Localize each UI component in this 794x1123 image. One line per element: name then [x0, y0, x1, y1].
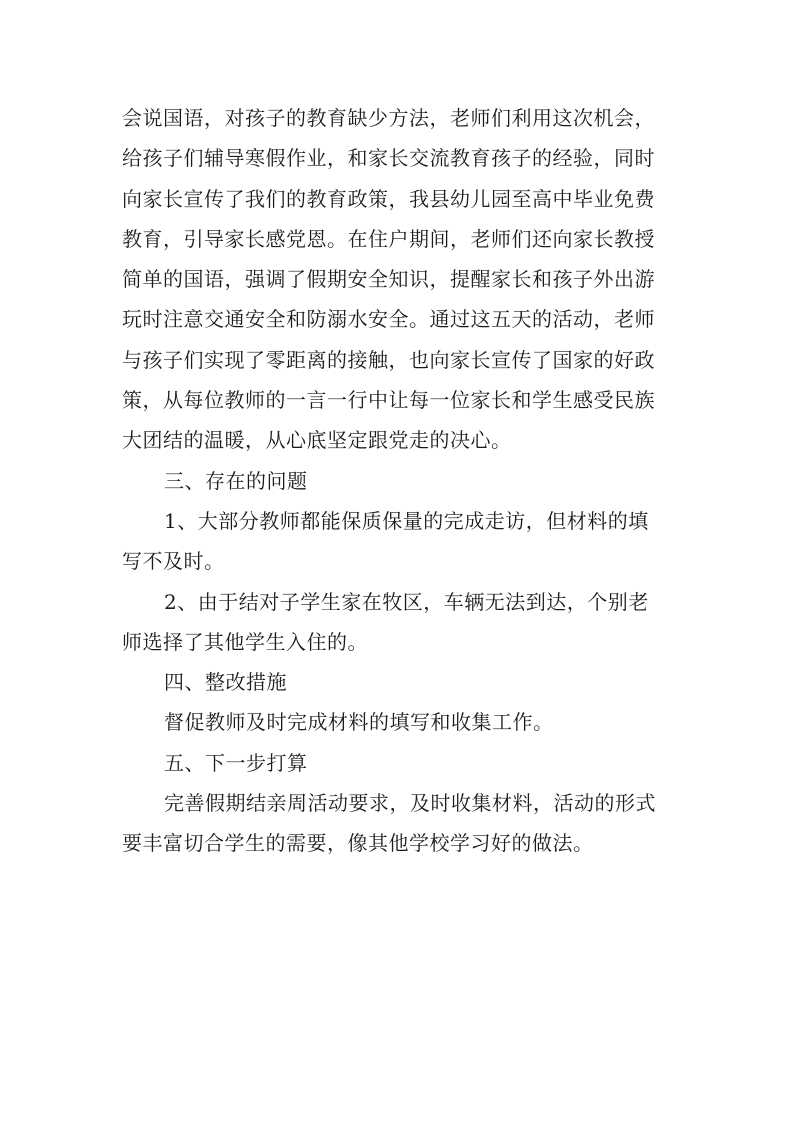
section-heading-next-steps: 五、下一步打算	[164, 750, 308, 775]
list-item-1-continuation: 写不及时。	[122, 549, 225, 574]
paragraph-line: 策，从每位教师的一言一行中让每一位家长和学生感受民族	[122, 388, 655, 413]
paragraph-line: 会说国语，对孩子的教育缺少方法，老师们利用这次机会，	[122, 106, 655, 130]
paragraph-line: 向家长宣传了我们的教育政策，我县幼儿园至高中毕业免费	[122, 186, 655, 211]
paragraph-line: 与孩子们实现了零距离的接触，也向家长宣传了国家的好政	[122, 347, 655, 372]
list-item-1: 1、大部分教师都能保质保量的完成走访，但材料的填	[164, 508, 649, 533]
next-steps-paragraph-continuation: 要丰富切合学生的需要，像其他学校学习好的做法。	[122, 831, 594, 856]
measures-paragraph: 督促教师及时完成材料的填写和收集工作。	[164, 710, 554, 735]
paragraph-line: 给孩子们辅导寒假作业，和家长交流教育孩子的经验，同时	[122, 146, 655, 171]
section-heading-measures: 四、整改措施	[164, 670, 287, 695]
paragraph-line: 玩时注意交通安全和防溺水安全。通过这五天的活动，老师	[122, 307, 655, 332]
list-item-2: 2、由于结对子学生家在牧区，车辆无法到达，个别老	[164, 589, 649, 614]
paragraph-line: 大团结的温暖，从心底坚定跟党走的决心。	[122, 428, 512, 453]
list-item-2-continuation: 师选择了其他学生入住的。	[122, 629, 368, 654]
document-body	[122, 98, 682, 864]
section-heading-problems: 三、存在的问题	[164, 468, 308, 493]
next-steps-paragraph: 完善假期结亲周活动要求，及时收集材料，活动的形式	[164, 791, 656, 816]
paragraph-line: 教育，引导家长感党恩。在住户期间，老师们还向家长教授	[122, 226, 655, 251]
paragraph-line: 简单的国语，强调了假期安全知识，提醒家长和孩子外出游	[122, 267, 655, 292]
